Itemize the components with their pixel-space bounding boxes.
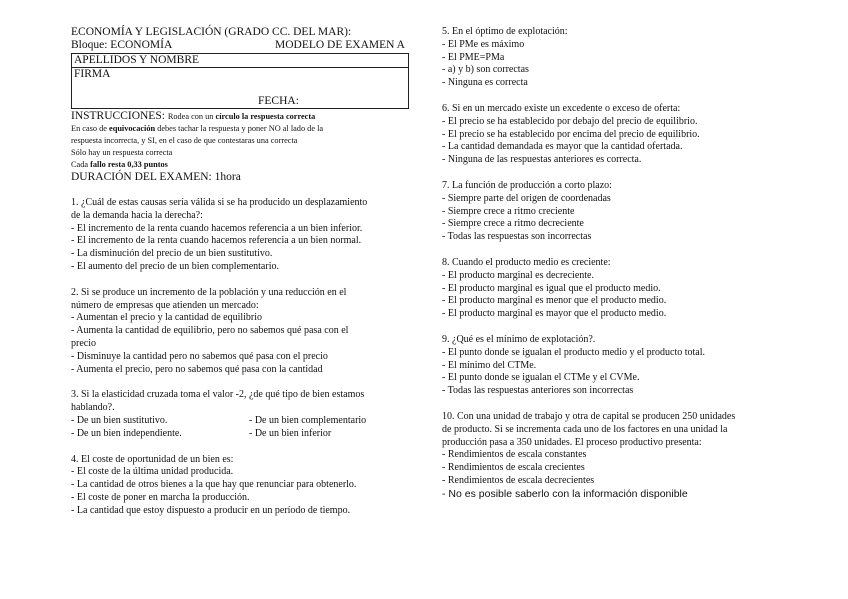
question-text: 8. Cuando el producto medio es creciente: xyxy=(442,256,611,268)
instr-text: En caso de xyxy=(71,124,110,133)
instr-bold: fallo resta 0,33 puntos xyxy=(90,160,168,169)
answer-option[interactable]: - Rendimientos de escala decrecientes xyxy=(442,474,595,486)
answer-option[interactable]: - Disminuye la cantidad pero no sabemos qué pasa con el precio xyxy=(71,350,328,362)
answer-option[interactable]: - La cantidad demandada es mayor que la cantidad ofertada. xyxy=(442,141,683,153)
answer-option[interactable]: - De un bien inferior xyxy=(249,427,332,439)
answer-option[interactable]: - Ninguna es correcta xyxy=(442,77,528,89)
bloque-label: Bloque: ECONOMÍA xyxy=(71,39,173,51)
answer-option[interactable]: - El precio se ha establecido por encima del precio de equilibrio. xyxy=(442,128,700,140)
question-text: de la demanda hacia la derecha?: xyxy=(71,209,203,221)
question-text: 3. Si la elasticidad cruzada toma el valor -2, ¿de qué tipo de bien estamos xyxy=(71,389,365,401)
apellidos-field[interactable] xyxy=(72,54,408,68)
question-5 xyxy=(442,26,772,90)
answer-option[interactable]: - Siempre crece a ritmo decreciente xyxy=(442,218,584,230)
question-6 xyxy=(442,103,772,167)
answer-option[interactable]: - El producto marginal es decreciente. xyxy=(442,269,594,281)
answer-option[interactable]: - Aumentan el precio y la cantidad de equilibrio xyxy=(71,312,263,324)
answer-option[interactable]: - Siempre parte del origen de coordenadas xyxy=(442,192,611,204)
instr-text: Cada xyxy=(71,160,91,169)
answer-option[interactable]: - El incremento de la renta cuando hacemos referencia a un bien normal. xyxy=(71,235,362,247)
instructions-line3: respuesta incorrecta, y SI, en el caso de que contestaras una correcta xyxy=(71,136,298,145)
answer-option[interactable]: - El precio se ha establecido por debajo del precio de equilibrio. xyxy=(442,115,698,127)
answer-option[interactable]: - El producto marginal es mayor que el producto medio. xyxy=(442,308,667,320)
answer-option-cont[interactable]: precio xyxy=(71,337,96,349)
answer-option[interactable]: - Aumenta la cantidad de equilibrio, pero no sabemos qué pasa con el xyxy=(71,325,349,337)
answer-option[interactable]: - El coste de poner en marcha la producción. xyxy=(71,491,250,503)
answer-option[interactable]: - El mínimo del CTMe. xyxy=(442,359,537,371)
answer-option[interactable]: - El punto donde se igualan el producto medio y el producto total. xyxy=(442,346,705,358)
answer-option[interactable]: - La disminución del precio de un bien sustitutivo. xyxy=(71,248,273,260)
firma-field[interactable] xyxy=(72,68,408,108)
answer-row xyxy=(71,415,411,428)
answer-row xyxy=(71,428,411,441)
answer-option[interactable]: - El incremento de la renta cuando hacemos referencia a un bien inferior. xyxy=(71,222,363,234)
question-text: de producto. Si se incrementa cada uno de los factores en una unidad la xyxy=(442,423,728,435)
instructions-line4: Sólo hay un respuesta correcta xyxy=(71,148,173,157)
instructions-line2 xyxy=(71,123,411,135)
question-1 xyxy=(71,197,411,274)
fecha-label: FECHA: xyxy=(258,95,299,107)
question-text: 10. Con una unidad de trabajo y otra de capital se producen 250 unidades xyxy=(442,410,736,422)
right-column xyxy=(442,26,772,514)
instr-text: Rodea con un xyxy=(167,112,216,121)
modelo-label: MODELO DE EXAMEN A xyxy=(274,39,405,51)
question-text: 9. ¿Qué es el mínimo de explotación?. xyxy=(442,333,596,345)
answer-option[interactable]: - De un bien complementario xyxy=(249,414,367,426)
answer-option[interactable]: - Siempre crece a ritmo creciente xyxy=(442,205,575,217)
answer-option[interactable]: - La cantidad que estoy dispuesto a producir en un período de tiempo. xyxy=(71,504,351,516)
answer-option[interactable]: - El coste de la última unidad producida. xyxy=(71,466,234,478)
answer-option[interactable]: - El producto marginal es igual que el producto medio. xyxy=(442,282,661,294)
student-info-box xyxy=(71,53,409,109)
answer-option[interactable]: - Todas las respuestas son incorrectas xyxy=(442,231,592,243)
answer-option[interactable]: - a) y b) son correctas xyxy=(442,64,529,76)
answer-option[interactable]: - No es posible saberlo con la información disponible xyxy=(442,487,688,500)
instr-bold: equivocación xyxy=(109,124,156,133)
question-4 xyxy=(71,454,411,518)
question-text: hablando?. xyxy=(71,402,115,414)
question-9 xyxy=(442,334,772,398)
answer-option[interactable]: - El aumento del precio de un bien complementario. xyxy=(71,260,279,272)
instr-bold: círculo la respuesta correcta xyxy=(215,112,316,121)
instructions-line5 xyxy=(71,159,411,171)
question-7 xyxy=(442,180,772,244)
answer-option[interactable]: - De un bien independiente. xyxy=(71,427,182,439)
answer-option[interactable]: - De un bien sustitutivo. xyxy=(71,414,168,426)
answer-option[interactable]: - El PME=PMa xyxy=(442,51,505,63)
answer-option[interactable]: - Aumenta el precio, pero no sabemos qué pasa con la cantidad xyxy=(71,363,323,375)
answer-option[interactable]: - El PMe es máximo xyxy=(442,38,525,50)
answer-option[interactable]: - La cantidad de otros bienes a la que hay que renunciar para obtenerlo. xyxy=(71,479,357,491)
answer-option[interactable]: - Ninguna de las respuestas anteriores es correcta. xyxy=(442,154,642,166)
question-text: número de empresas que atienden un mercado: xyxy=(71,299,259,311)
question-8 xyxy=(442,257,772,321)
question-text: producción pasa a 350 unidades. El proceso productivo presenta: xyxy=(442,436,702,448)
instructions-title: INSTRUCCIONES: xyxy=(71,110,165,122)
question-text: 7. La función de producción a corto plazo: xyxy=(442,179,612,191)
question-2 xyxy=(71,287,411,377)
instr-text: debes tachar la respuesta y poner NO al lado de la xyxy=(155,124,324,133)
answer-option[interactable]: - Rendimientos de escala constantes xyxy=(442,449,587,461)
instructions-heading xyxy=(71,110,411,123)
answer-option[interactable]: - Todas las respuestas anteriores son incorrectas xyxy=(442,385,634,397)
question-10 xyxy=(442,411,772,501)
question-text: 5. En el óptimo de explotación: xyxy=(442,26,568,37)
answer-option[interactable]: - El punto donde se igualan el CTMe y el CVMe. xyxy=(442,372,640,384)
duracion: DURACIÓN DEL EXAMEN: 1hora xyxy=(71,171,241,183)
answer-option[interactable]: - El producto marginal es menor que el producto medio. xyxy=(442,295,667,307)
question-text: 4. El coste de oportunidad de un bien es: xyxy=(71,453,234,465)
firma-label: FIRMA xyxy=(74,68,111,80)
question-text: 1. ¿Cuál de estas causas sería válida si se ha producido un desplazamiento xyxy=(71,197,368,208)
instructions-line1 xyxy=(168,112,315,121)
question-3 xyxy=(71,389,411,440)
bloque-row xyxy=(71,39,405,52)
answer-option[interactable]: - Rendimientos de escala crecientes xyxy=(442,462,585,474)
exam-title: ECONOMÍA Y LEGISLACIÓN (GRADO CC. DEL MAR): xyxy=(71,26,352,38)
apellidos-label: APELLIDOS Y NOMBRE xyxy=(74,54,200,66)
question-text: 2. Si se produce un incremento de la población y una reducción en el xyxy=(71,286,347,298)
question-text: 6. Si en un mercado existe un excedente o exceso de oferta: xyxy=(442,102,681,114)
left-column xyxy=(71,26,411,531)
